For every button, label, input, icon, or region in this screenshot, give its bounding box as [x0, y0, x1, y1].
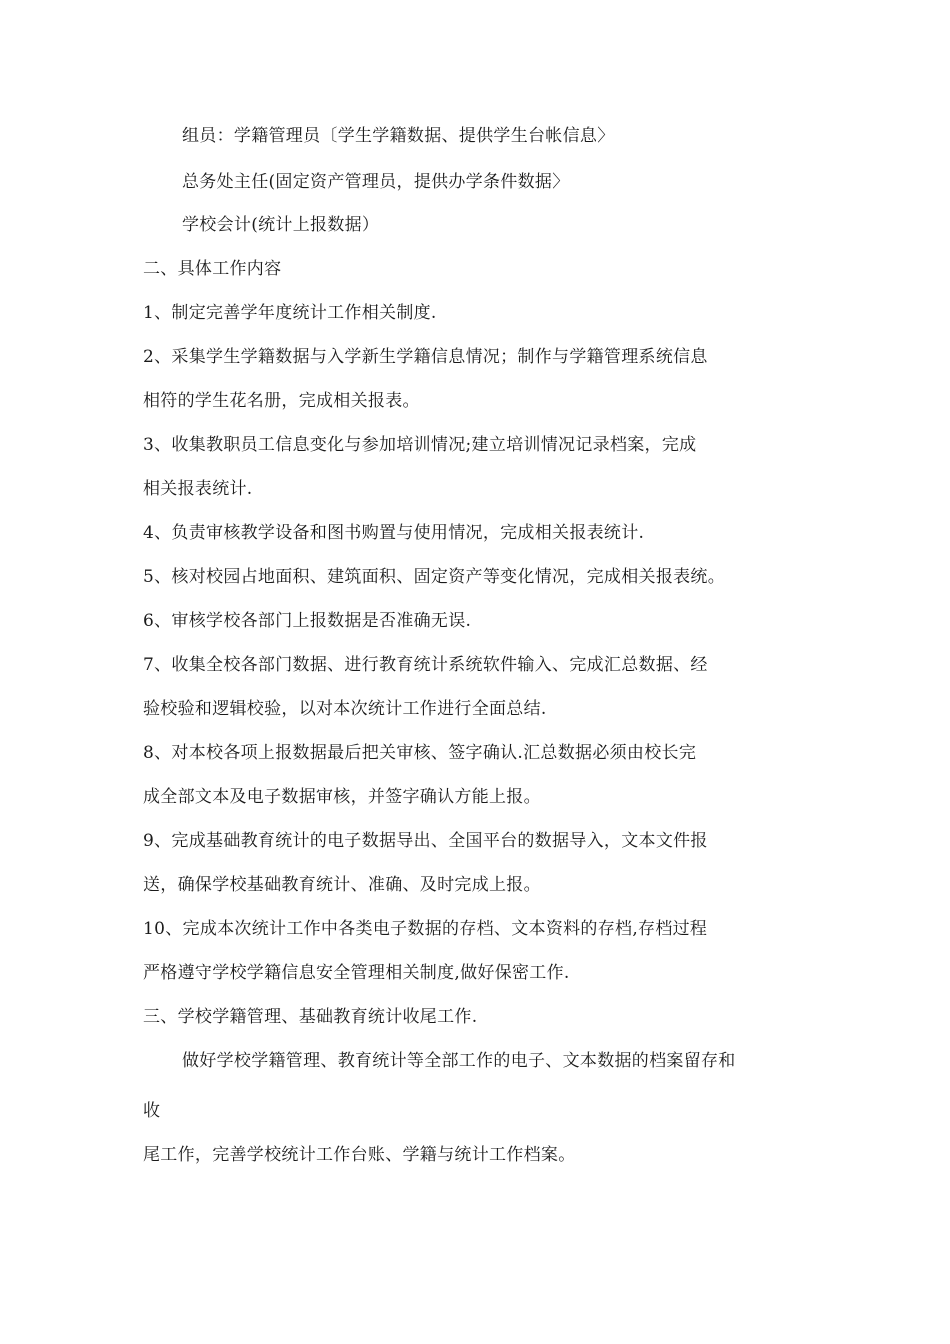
- text-line-item-6: 6、审核学校各部门上报数据是否准确无误.: [143, 611, 472, 631]
- text-line-item-10b: 严格遵守学校学籍信息安全管理相关制度,做好保密工作.: [143, 963, 570, 983]
- text-line-item-2b: 相符的学生花名册，完成相关报表。: [143, 391, 420, 411]
- text-line-item-7a: 7、收集全校各部门数据、进行教育统计系统软件输入、完成汇总数据、经: [143, 655, 708, 675]
- text-line-logistics: 总务处主任(固定资产管理员，提供办学条件数据〉: [182, 172, 570, 192]
- text-line-item-9a: 9、完成基础教育统计的电子数据导出、全国平台的数据导入，文本文件报: [143, 831, 708, 851]
- text-line-item-8a: 8、对本校各项上报数据最后把关审核、签字确认.汇总数据必须由校长完: [143, 743, 697, 763]
- text-line-item-9b: 送，确保学校基础教育统计、准确、及时完成上报。: [143, 875, 541, 895]
- text-line-members: 组员：学籍管理员〔学生学籍数据、提供学生台帐信息〉: [182, 126, 615, 146]
- section-heading-3: 三、学校学籍管理、基础教育统计收尾工作.: [143, 1007, 478, 1027]
- text-line-item-1: 1、制定完善学年度统计工作相关制度.: [143, 303, 437, 323]
- text-line-closing-c: 尾工作，完善学校统计工作台账、学籍与统计工作档案。: [143, 1145, 576, 1165]
- text-line-item-7b: 验校验和逻辑校验，以对本次统计工作进行全面总结.: [143, 699, 547, 719]
- text-line-accountant: 学校会计(统计上报数据）: [182, 215, 380, 235]
- text-line-item-3b: 相关报表统计.: [143, 479, 253, 499]
- text-line-item-3a: 3、收集教职员工信息变化与参加培训情况;建立培训情况记录档案，完成: [143, 435, 697, 455]
- text-line-item-5: 5、核对校园占地面积、建筑面积、固定资产等变化情况，完成相关报表统。: [143, 567, 726, 587]
- text-line-closing-b: 收: [143, 1101, 161, 1121]
- text-line-closing-a: 做好学校学籍管理、教育统计等全部工作的电子、文本数据的档案留存和: [182, 1051, 736, 1071]
- text-line-item-10a: 10、完成本次统计工作中各类电子数据的存档、文本资料的存档,存档过程: [143, 919, 708, 939]
- text-line-item-4: 4、负责审核教学设备和图书购置与使用情况，完成相关报表统计.: [143, 523, 645, 543]
- section-heading-2: 二、具体工作内容: [143, 259, 282, 279]
- text-line-item-8b: 成全部文本及电子数据审核，并签字确认方能上报。: [143, 787, 541, 807]
- text-line-item-2a: 2、采集学生学籍数据与入学新生学籍信息情况；制作与学籍管理系统信息: [143, 347, 708, 367]
